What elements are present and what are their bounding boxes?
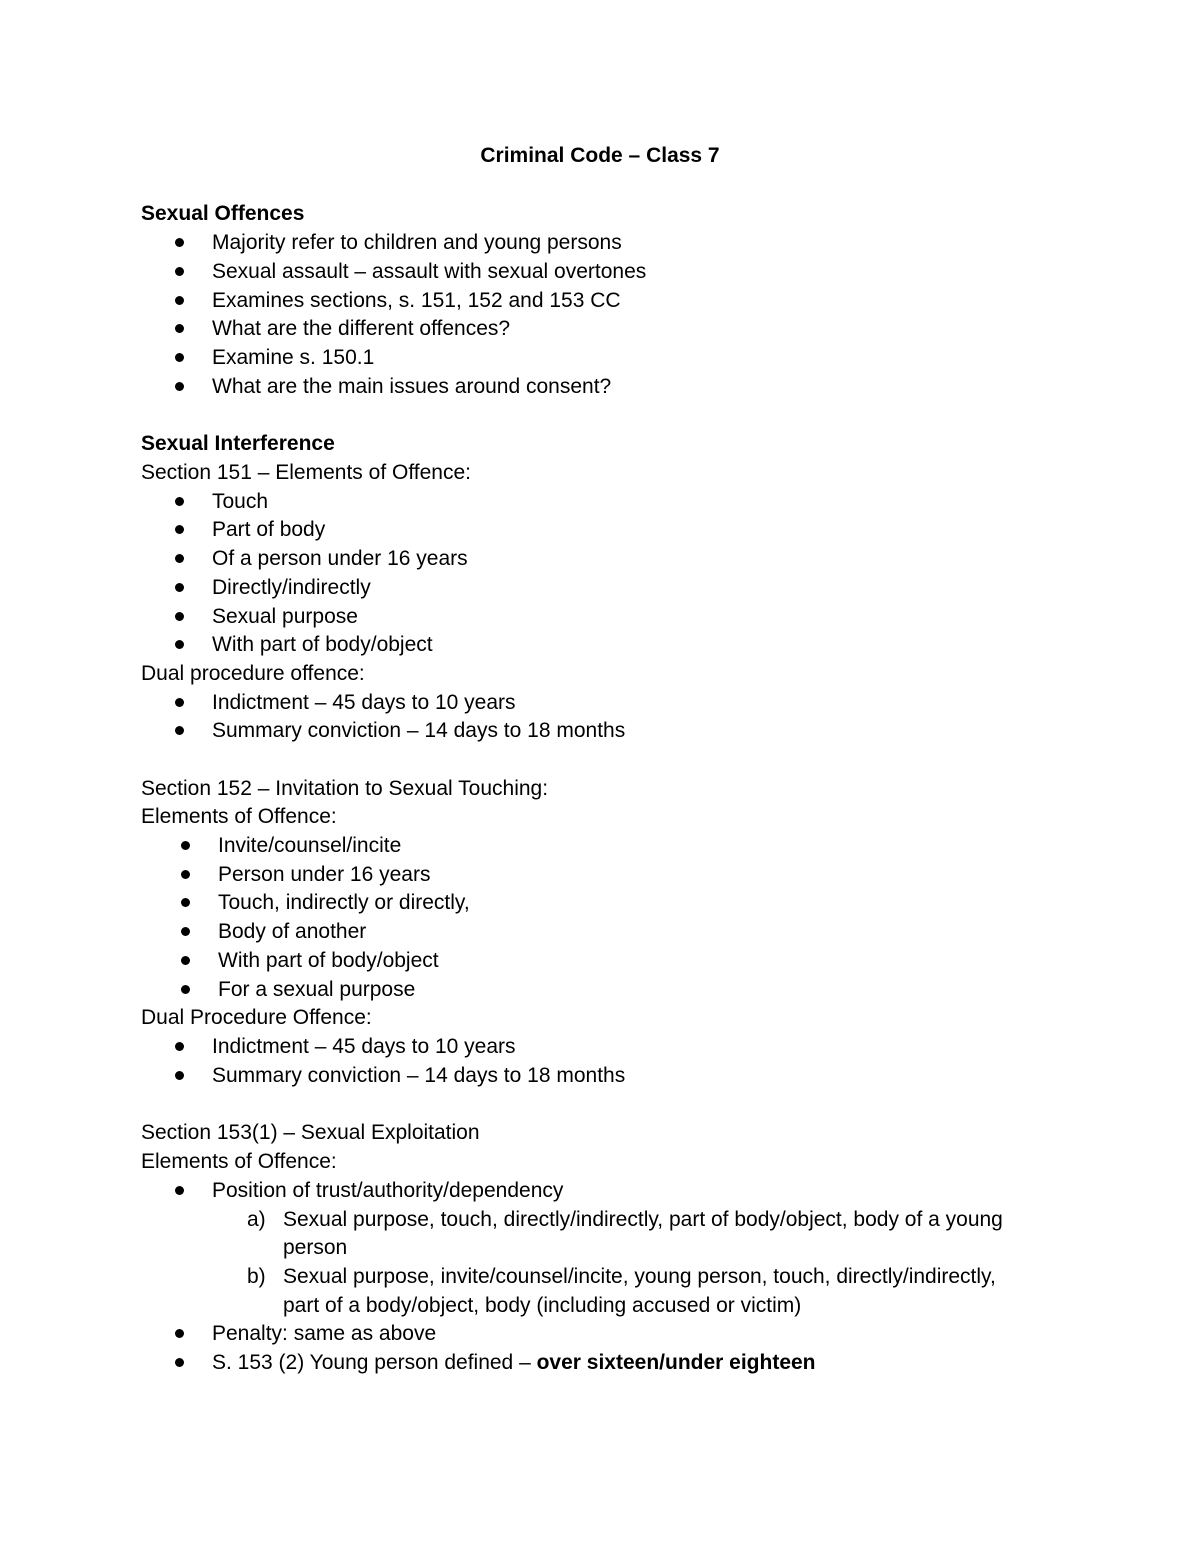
document-title: Criminal Code – Class 7 (480, 144, 720, 167)
list-item-text: With part of body/object (218, 949, 439, 972)
list-item-text: Body of another (218, 920, 367, 943)
bullet-icon (175, 583, 184, 592)
bullet-icon (175, 1186, 184, 1195)
sub-list-marker: b) (247, 1265, 266, 1288)
elements-label: Elements of Offence: (141, 805, 337, 828)
bullet-icon (175, 640, 184, 649)
bullet-icon (175, 382, 184, 391)
list-item-text: Invite/counsel/incite (218, 834, 402, 857)
bullet-icon (181, 870, 190, 879)
bullet-icon (175, 554, 184, 563)
bullet-icon (175, 726, 184, 735)
bullet-icon (175, 238, 184, 247)
list-item-text: Sexual assault – assault with sexual overtones (212, 260, 647, 283)
list-item-text: What are the main issues around consent? (212, 375, 612, 398)
list-item-text: Part of body (212, 518, 326, 541)
bullet-icon (181, 841, 190, 850)
bullet-icon (181, 985, 190, 994)
list-item-text: Touch (212, 490, 269, 513)
bullet-icon (181, 927, 190, 936)
sub-list-text: Sexual purpose, touch, directly/indirectly, part of body/object, body of a young (283, 1208, 1003, 1231)
bullet-icon (175, 1358, 184, 1367)
young-person-defined-text: S. 153 (2) Young person defined – (212, 1351, 537, 1374)
list-item-text: Touch, indirectly or directly, (218, 891, 470, 914)
bullet-icon (175, 1329, 184, 1338)
dual-procedure-label: Dual procedure offence: (141, 662, 365, 685)
list-item-text: Examines sections, s. 151, 152 and 153 CC (212, 289, 621, 312)
bullet-icon (175, 296, 184, 305)
bullet-icon (175, 1071, 184, 1080)
list-item-text: Summary conviction – 14 days to 18 months (212, 1064, 626, 1087)
list-item-text: What are the different offences? (212, 317, 511, 340)
list-item-text: Majority refer to children and young persons (212, 231, 622, 254)
section-151-line: Section 151 – Elements of Offence: (141, 461, 471, 484)
sub-list-text: part of a body/object, body (including accused or victim) (283, 1294, 802, 1317)
bullet-icon (175, 353, 184, 362)
bullet-icon (175, 698, 184, 707)
sub-list-marker: a) (247, 1208, 266, 1231)
bullet-icon (175, 1042, 184, 1051)
bullet-icon (175, 525, 184, 534)
sub-list-text: Sexual purpose, invite/counsel/incite, young person, touch, directly/indirectly, (283, 1265, 996, 1288)
list-item-text: Position of trust/authority/dependency (212, 1179, 564, 1202)
sub-list-text: person (283, 1236, 348, 1259)
list-item-text: Person under 16 years (218, 863, 431, 886)
bullet-icon (175, 267, 184, 276)
young-person-age-range: over sixteen/under eighteen (536, 1351, 816, 1374)
dual-procedure-label: Dual Procedure Offence: (141, 1006, 372, 1029)
list-item-text: Examine s. 150.1 (212, 346, 375, 369)
list-item-text (212, 1348, 816, 1377)
section-152-line: Section 152 – Invitation to Sexual Touching: (141, 777, 549, 800)
bullet-icon (181, 956, 190, 965)
bullet-icon (181, 898, 190, 907)
list-item-text: Of a person under 16 years (212, 547, 468, 570)
list-item-text: Sexual purpose (212, 605, 358, 628)
bullet-icon (175, 612, 184, 621)
list-item-text: Indictment – 45 days to 10 years (212, 1035, 516, 1058)
section-153-line: Section 153(1) – Sexual Exploitation (141, 1121, 480, 1144)
heading-sexual-offences: Sexual Offences (141, 202, 305, 225)
bullet-icon (175, 324, 184, 333)
list-item-text: With part of body/object (212, 633, 433, 656)
heading-sexual-interference: Sexual Interference (141, 432, 335, 455)
list-item-text: Penalty: same as above (212, 1322, 437, 1345)
list-item-text: Indictment – 45 days to 10 years (212, 691, 516, 714)
bullet-icon (175, 497, 184, 506)
list-item-text: Summary conviction – 14 days to 18 months (212, 719, 626, 742)
list-item-text: For a sexual purpose (218, 978, 416, 1001)
list-item-text: Directly/indirectly (212, 576, 371, 599)
elements-label: Elements of Offence: (141, 1150, 337, 1173)
